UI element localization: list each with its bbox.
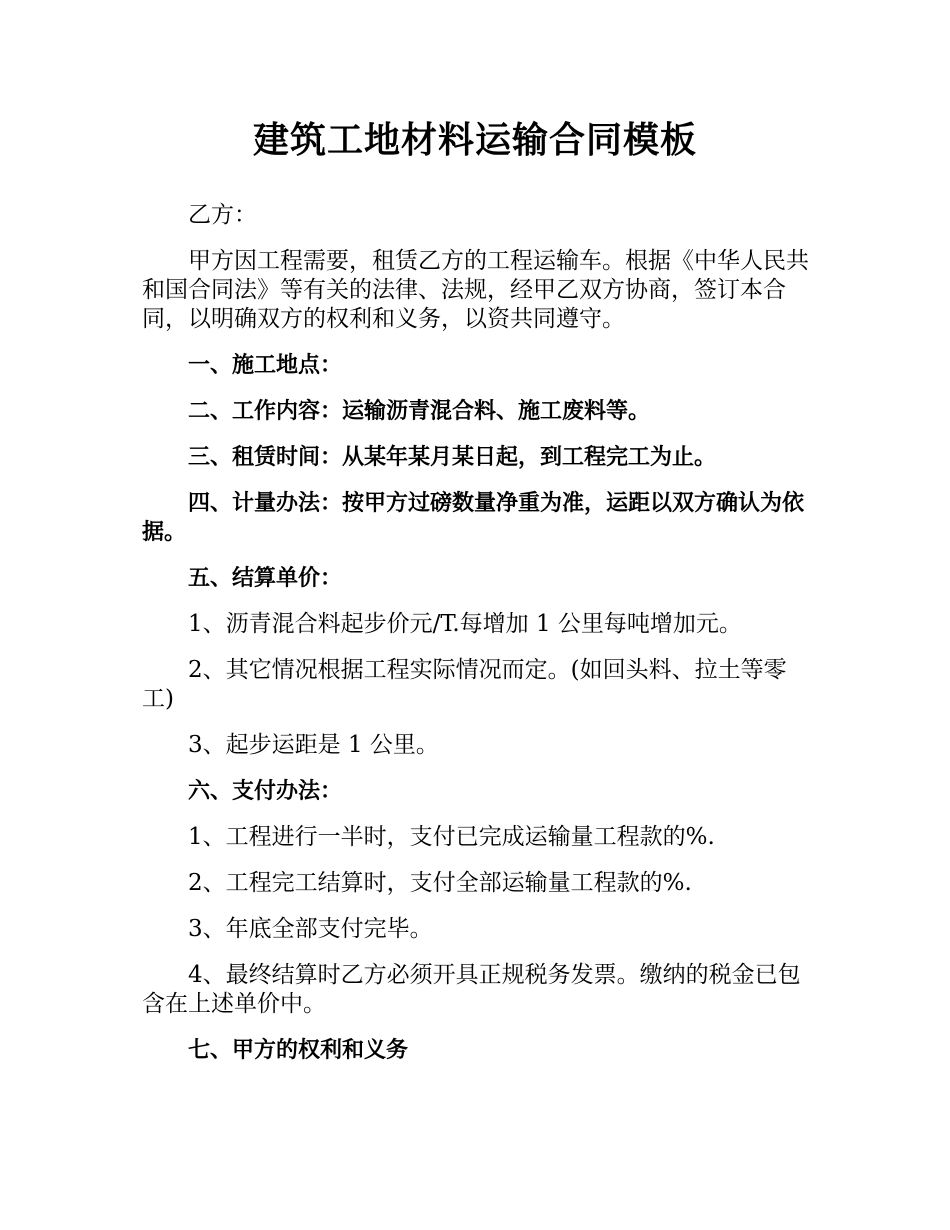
section-heading-work-content: 二、工作内容：运输沥青混合料、施工废料等。 xyxy=(188,399,651,424)
payment-item-4: 4、最终结算时乙方必须开具正规税务发票。缴纳的税金已包含在上述单价中。 xyxy=(142,962,801,1017)
payment-item-1: 1、工程进行一半时，支付已完成运输量工程款的%. xyxy=(188,824,715,850)
payment-item-3: 3、年底全部支付完毕。 xyxy=(188,916,433,942)
party-b-line: 乙方： xyxy=(188,202,257,228)
price-item-1: 1、沥青混合料起步价元/T.每增加 1 公里每吨增加元。 xyxy=(188,611,742,637)
preamble-paragraph: 甲方因工程需要，租赁乙方的工程运输车。根据《中华人民共和国合同法》等有关的法律、法规，经甲乙双方协商，签订本合同，以明确双方的权利和义务，以资共同遵守。 xyxy=(142,248,809,332)
section-heading-location: 一、施工地点： xyxy=(188,353,343,378)
section-heading-measurement: 四、计量办法：按甲方过磅数量净重为准，运距以双方确认为依据。 xyxy=(142,491,805,545)
section-heading-party-a-rights: 七、甲方的权利和义务 xyxy=(188,1038,409,1063)
price-item-2: 2、其它情况根据工程实际情况而定。(如回头料、拉土等零工) xyxy=(142,657,787,712)
section-heading-payment: 六、支付办法： xyxy=(188,779,343,804)
document-body xyxy=(142,201,810,1082)
section-heading-lease-period: 三、租赁时间：从某年某月某日起，到工程完工为止。 xyxy=(188,445,717,470)
document-title: 建筑工地材料运输合同模板 xyxy=(252,120,697,161)
payment-item-2: 2、工程完工结算时，支付全部运输量工程款的%. xyxy=(188,870,692,896)
price-item-3: 3、起步运距是 1 公里。 xyxy=(188,732,439,758)
section-heading-unit-price: 五、结算单价： xyxy=(188,566,343,591)
